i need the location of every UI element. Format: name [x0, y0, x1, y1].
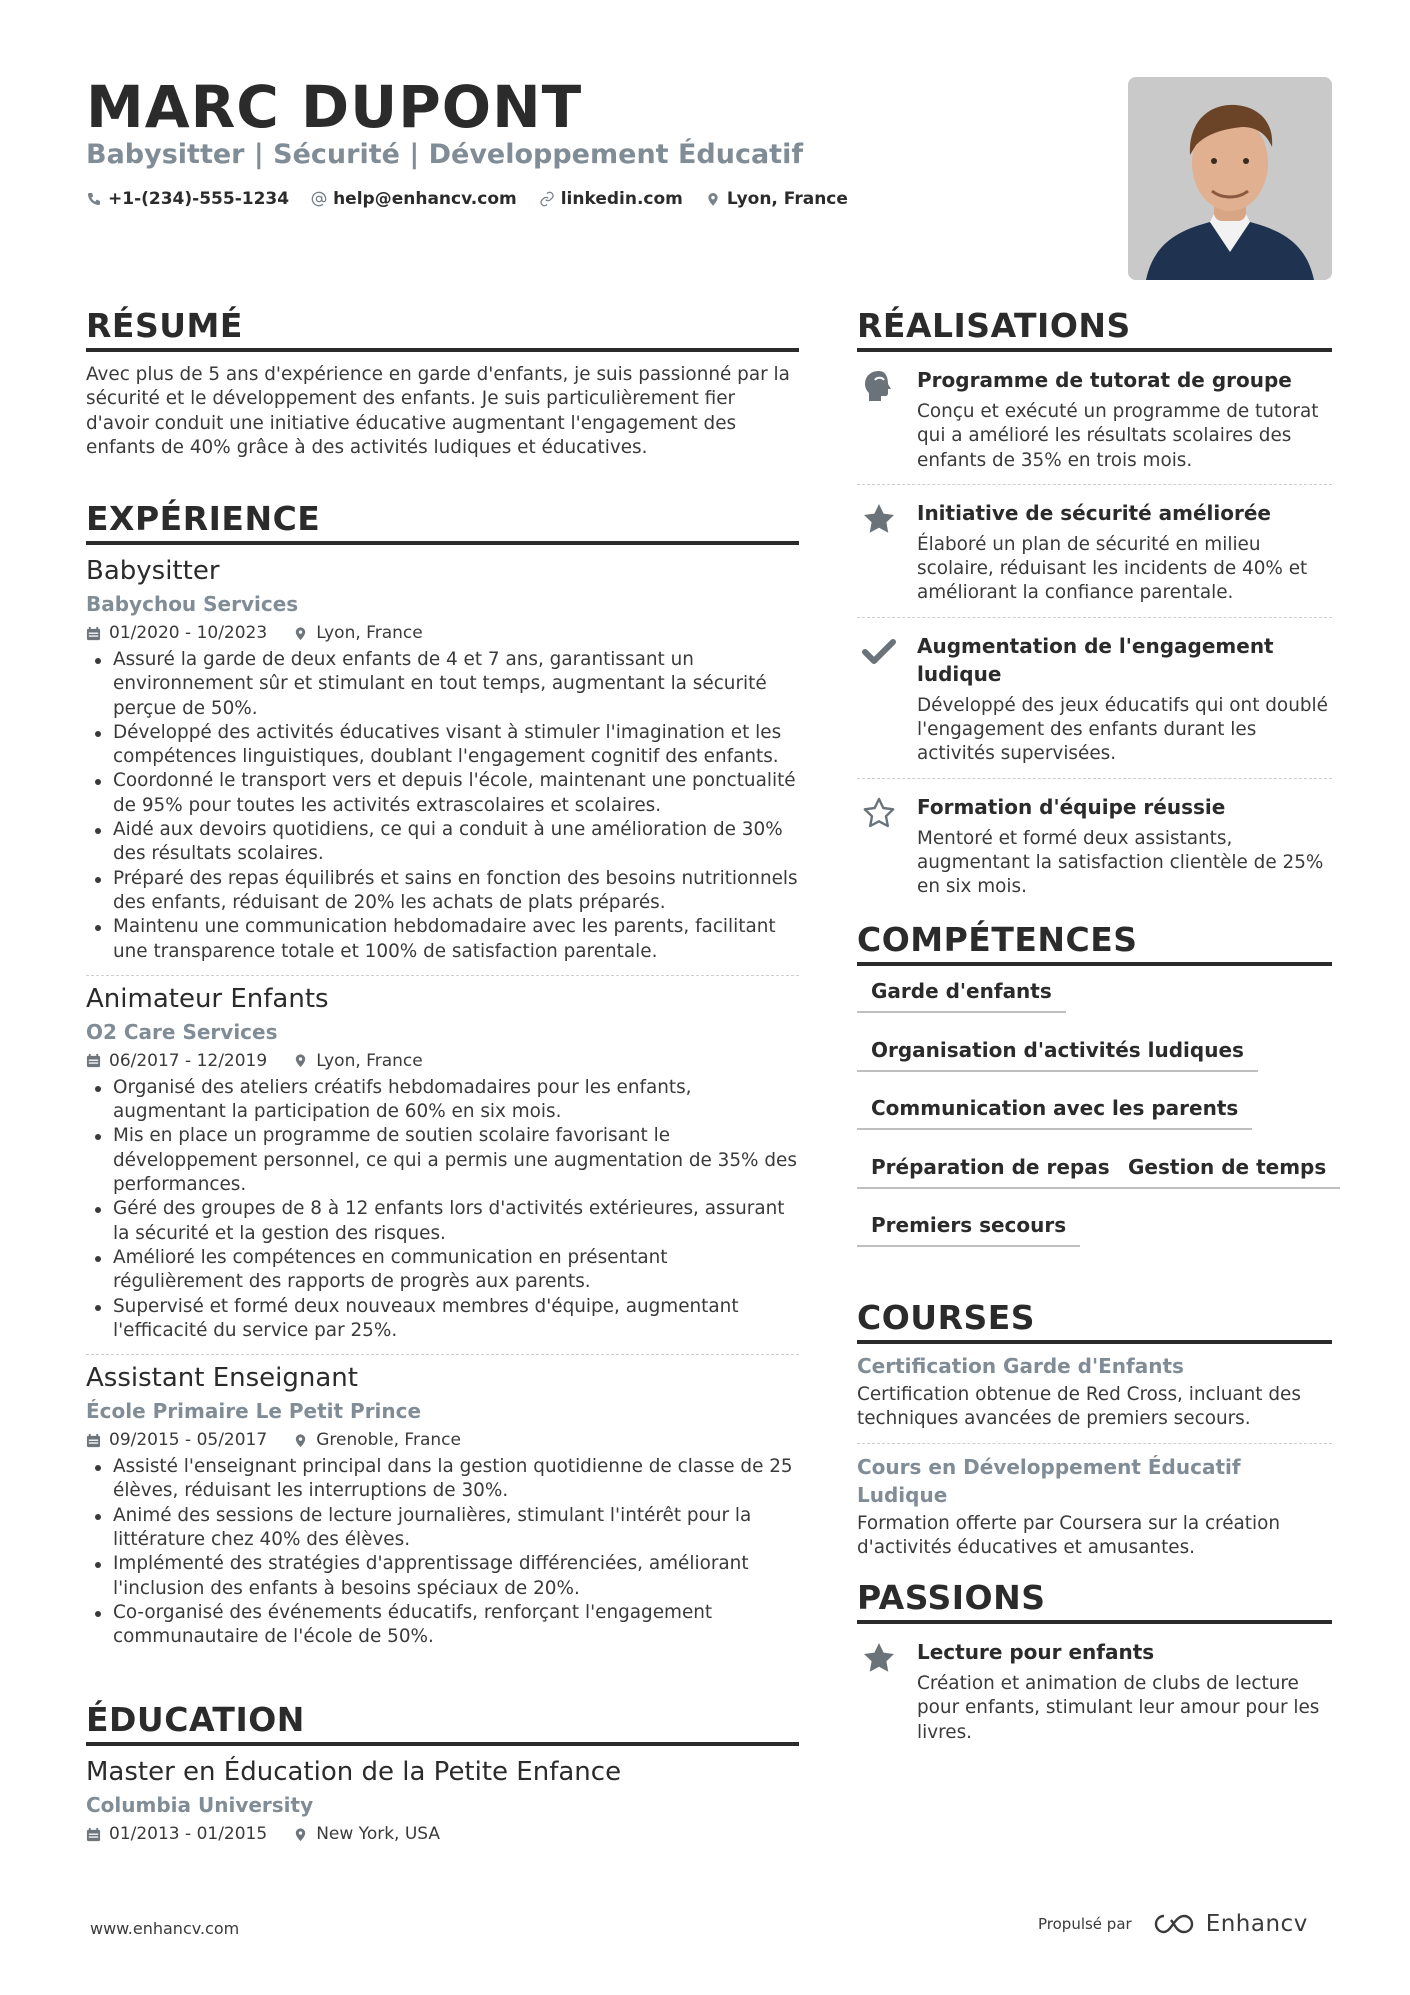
passions-heading: PASSIONS	[857, 1578, 1332, 1624]
skill-tag: Garde d'enfants	[857, 977, 1066, 1013]
bullet-item: Assisté l'enseignant principal dans la gestion quotidienne de classe de 25 élèves, réduisant les interruptions de 30%.	[86, 1455, 799, 1504]
bullet-item: Aidé aux devoirs quotidiens, ce qui a conduit à une amélioration de 30% des résultats scolaires.	[86, 818, 799, 867]
job-meta	[86, 1428, 799, 1452]
contact-bar	[86, 187, 848, 211]
education-location	[293, 1822, 440, 1846]
bullet-item: Géré des groupes de 8 à 12 enfants lors d'activités extérieures, assurant la sécurité et la gestion des risques.	[86, 1197, 799, 1246]
course-desc: Formation offerte par Coursera sur la création d'activités éducatives et amusantes.	[857, 1512, 1281, 1558]
location-text: New York, USA	[316, 1824, 441, 1844]
location-pin-icon	[293, 1433, 308, 1448]
dates-text: 01/2013 - 01/2015	[109, 1824, 268, 1844]
course-item	[857, 1352, 1332, 1432]
bullet-item: Assuré la garde de deux enfants de 4 et 7 ans, garantissant un environnement sûr et stimulant en tout temps, augmentant la sécurité perçue de 50%.	[86, 648, 799, 721]
dates-text: 01/2020 - 10/2023	[109, 623, 268, 643]
bullet-item: Développé des activités éducatives visant à stimuler l'imagination et les compétences linguistiques, doublant l'engagement cognitif des enfants.	[86, 721, 799, 770]
job-location	[293, 1428, 461, 1452]
achievement-item	[857, 632, 1332, 767]
bullet-item: Préparé des repas équilibrés et sains en fonction des besoins nutritionnels des enfants, réduisant de 20% les achats de plats préparés.	[86, 867, 799, 916]
divider	[86, 1354, 799, 1355]
passions-section	[857, 1578, 1332, 1745]
skill-tag: Organisation d'activités ludiques	[857, 1036, 1258, 1072]
brand-logo[interactable]	[1152, 1911, 1308, 1937]
passion-desc: Création et animation de clubs de lecture pour enfants, stimulant leur amour pour les livres.	[917, 1673, 1320, 1743]
calendar-icon	[86, 1433, 101, 1448]
achievements-section	[857, 306, 1332, 900]
calendar-icon	[86, 626, 101, 641]
bullet-item: Organisé des ateliers créatifs hebdomadaires pour les enfants, augmentant la participation de 60% en six mois.	[86, 1076, 799, 1125]
job-dates	[86, 1049, 267, 1073]
profile-photo	[1128, 77, 1332, 280]
summary-section	[86, 306, 799, 460]
divider	[86, 975, 799, 976]
location-pin-icon	[293, 626, 308, 641]
divider	[857, 778, 1332, 779]
portrait-image	[1128, 77, 1332, 280]
job-company: École Primaire Le Petit Prince	[86, 1399, 422, 1424]
bullet-item: Maintenu une communication hebdomadaire avec les parents, facilitant une transparence totale et 100% de satisfaction parentale.	[86, 915, 799, 964]
summary-text: Avec plus de 5 ans d'expérience en garde d'enfants, je suis passionné par la sécurité et le développement des enfants. Je suis particulièrement fier d'avoir conduit une initiative éducative augmentant l'engagement des enfants de 40% grâce à des activités ludiques et éducatives.	[86, 364, 790, 458]
job-dates	[86, 621, 267, 645]
calendar-icon	[86, 1053, 101, 1068]
job-bullets	[86, 1455, 799, 1649]
degree-title: Master en Éducation de la Petite Enfance	[86, 1757, 622, 1787]
job-entry	[86, 1361, 799, 1649]
bullet-item: Mis en place un programme de soutien scolaire favorisant le développement personnel, ce qui a permis une augmentation de 35% des performances.	[86, 1124, 799, 1197]
location-text: Lyon, France	[726, 189, 848, 209]
contact-phone[interactable]	[86, 187, 289, 211]
footer-branding	[1038, 1911, 1308, 1937]
summary-heading: RÉSUMÉ	[86, 306, 799, 352]
experience-heading: EXPÉRIENCE	[86, 499, 799, 545]
divider	[857, 484, 1332, 485]
footer-website[interactable]: www.enhancv.com	[90, 1919, 240, 1938]
linkedin-text: linkedin.com	[560, 189, 683, 209]
bullet-item: Co-organisé des événements éducatifs, renforçant l'engagement communautaire de l'école de 50%.	[86, 1601, 799, 1650]
job-location	[293, 1049, 422, 1073]
star-outline-icon	[861, 795, 897, 831]
job-role: Animateur Enfants	[86, 983, 329, 1014]
education-section	[86, 1700, 799, 1846]
course-desc: Certification obtenue de Red Cross, incluant des techniques avancées de premiers secours.	[857, 1384, 1301, 1430]
location-pin-icon	[705, 191, 721, 207]
job-company: O2 Care Services	[86, 1019, 278, 1044]
course-item	[857, 1453, 1332, 1561]
job-location	[293, 621, 422, 645]
infinity-icon	[1152, 1911, 1198, 1937]
skill-tag: Premiers secours	[857, 1211, 1080, 1247]
job-role: Babysitter	[86, 556, 220, 586]
candidate-name: MARC DUPONT	[86, 73, 583, 141]
bullet-item: Animé des sessions de lecture journalières, stimulant l'intérêt pour la littérature chez 40% des élèves.	[86, 1504, 799, 1553]
passion-item	[857, 1638, 1332, 1745]
achievement-title: Programme de tutorat de groupe	[917, 368, 1292, 392]
job-meta	[86, 621, 799, 645]
job-entry	[86, 982, 799, 1343]
job-company: Babychou Services	[86, 592, 299, 616]
achievement-item	[857, 793, 1332, 900]
skills-list	[857, 966, 1332, 1266]
at-icon	[311, 191, 327, 207]
location-text: Lyon, France	[316, 623, 423, 643]
dates-text: 06/2017 - 12/2019	[109, 1050, 268, 1071]
education-heading: ÉDUCATION	[86, 1700, 799, 1746]
skill-tag: Gestion de temps	[1114, 1153, 1340, 1189]
skills-section	[857, 920, 1332, 1266]
achievement-title: Augmentation de l'engagement ludique	[917, 633, 1274, 686]
location-pin-icon	[293, 1053, 308, 1068]
phone-icon	[86, 191, 102, 207]
job-bullets	[86, 1076, 799, 1343]
experience-section	[86, 499, 799, 1650]
job-dates	[86, 1428, 267, 1452]
school-name: Columbia University	[86, 1793, 314, 1817]
education-dates	[86, 1822, 267, 1846]
skills-heading: COMPÉTENCES	[857, 920, 1332, 966]
course-title: Certification Garde d'Enfants	[857, 1354, 1184, 1378]
bullet-item: Coordonné le transport vers et depuis l'école, maintenant une ponctualité de 95% pour toutes les activités extrascolaires et scolaires.	[86, 769, 799, 818]
achievements-heading: RÉALISATIONS	[857, 306, 1332, 352]
location-text: Grenoble, France	[316, 1430, 461, 1451]
divider	[857, 1443, 1332, 1444]
star-filled-icon	[861, 1640, 897, 1676]
course-title: Cours en Développement Éducatif Ludique	[857, 1454, 1241, 1507]
courses-heading: COURSES	[857, 1298, 1332, 1344]
achievement-desc: Conçu et exécuté un programme de tutorat qui a amélioré les résultats scolaires des enfants de 35% en trois mois.	[917, 401, 1319, 471]
location-pin-icon	[293, 1827, 308, 1842]
education-entry	[86, 1755, 799, 1846]
location-text: Lyon, France	[316, 1050, 423, 1071]
contact-linkedin[interactable]	[539, 187, 683, 211]
calendar-icon	[86, 1827, 101, 1842]
link-icon	[539, 191, 555, 207]
powered-by-text: Propulsé par	[1038, 1915, 1132, 1933]
courses-section	[857, 1298, 1332, 1560]
job-bullets	[86, 648, 799, 964]
bullet-item: Supervisé et formé deux nouveaux membres d'équipe, augmentant l'efficacité du service par 25%.	[86, 1295, 799, 1344]
candidate-title: Babysitter | Sécurité | Développement Éducatif	[86, 139, 804, 170]
achievement-desc: Élaboré un plan de sécurité en milieu scolaire, réduisant les incidents de 40% et améliorant la confiance parentale.	[917, 533, 1308, 604]
brand-name: Enhancv	[1205, 1911, 1308, 1937]
job-role: Assistant Enseignant	[86, 1363, 358, 1394]
bullet-item: Implémenté des stratégies d'apprentissage différenciées, améliorant l'inclusion des enfants à besoins spéciaux de 20%.	[86, 1552, 799, 1601]
job-meta	[86, 1049, 799, 1073]
email-text: help@enhancv.com	[333, 189, 517, 209]
achievement-desc: Mentoré et formé deux assistants, augmentant la satisfaction clientèle de 25% en six mois.	[917, 827, 1324, 898]
divider	[857, 617, 1332, 618]
contact-location	[705, 187, 848, 211]
contact-email[interactable]	[311, 187, 517, 211]
achievement-desc: Développé des jeux éducatifs qui ont doublé l'engagement des enfants durant les activités supervisées.	[917, 694, 1328, 765]
checkmark-icon	[861, 634, 897, 670]
head-icon	[861, 368, 897, 404]
bullet-item: Amélioré les compétences en communication en présentant régulièrement des rapports de progrès aux parents.	[86, 1246, 799, 1295]
star-filled-icon	[861, 501, 897, 537]
achievement-title: Initiative de sécurité améliorée	[917, 500, 1271, 525]
passion-title: Lecture pour enfants	[917, 1640, 1155, 1664]
phone-text: +1-(234)-555-1234	[108, 189, 290, 209]
job-entry	[86, 554, 799, 964]
skill-tag: Préparation de repas	[857, 1153, 1124, 1189]
achievement-title: Formation d'équipe réussie	[917, 794, 1226, 819]
skill-tag: Communication avec les parents	[857, 1094, 1252, 1130]
achievement-item	[857, 499, 1332, 606]
achievement-item	[857, 366, 1332, 473]
education-meta	[86, 1822, 799, 1846]
dates-text: 09/2015 - 05/2017	[109, 1430, 268, 1451]
